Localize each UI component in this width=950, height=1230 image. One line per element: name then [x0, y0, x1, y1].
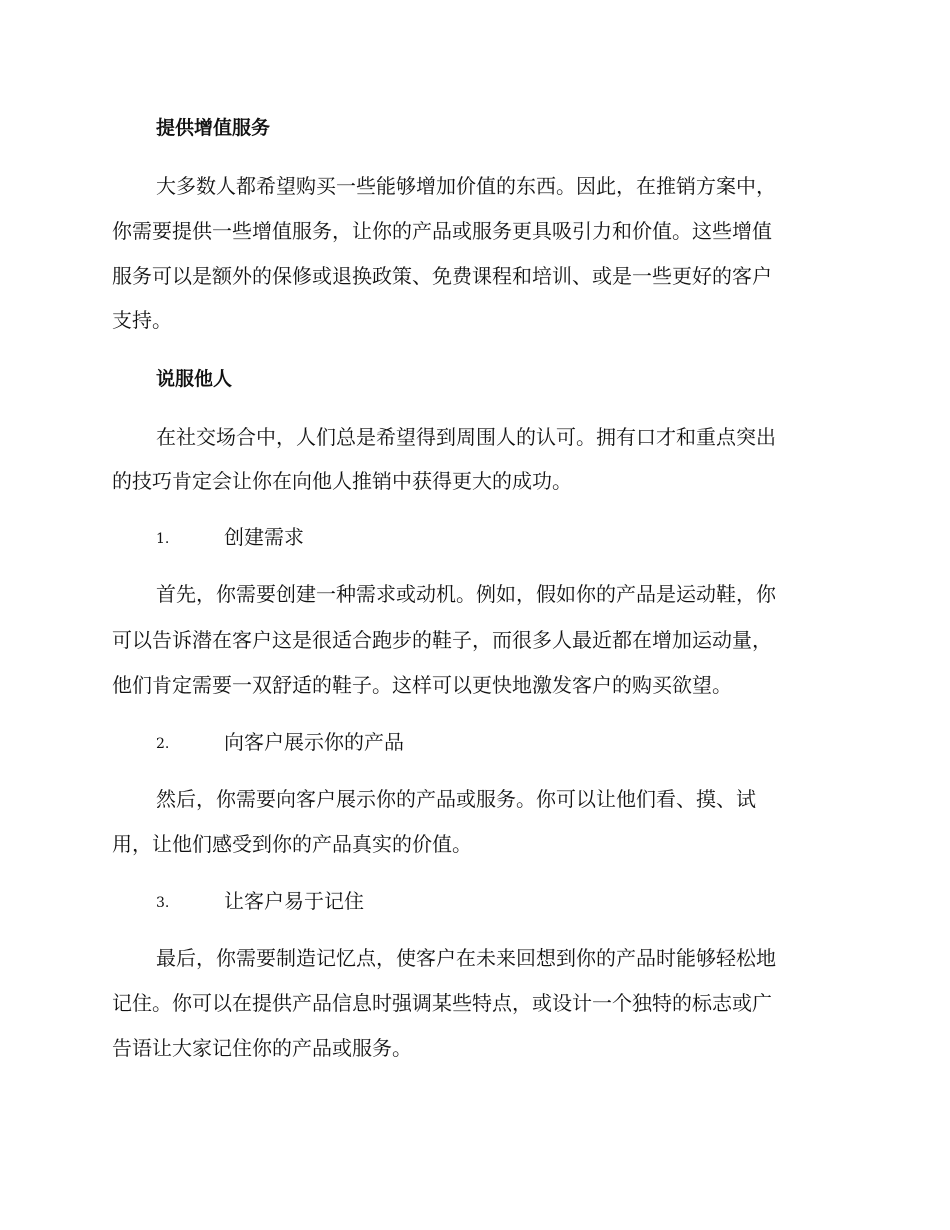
list-number: 2.	[156, 736, 170, 752]
list-number: 3.	[156, 895, 170, 911]
paragraph-line: 你需要提供一些增值服务，让你的产品或服务更具吸引力和价值。这些增值	[112, 219, 772, 243]
list-number: 1.	[156, 531, 170, 547]
paragraph-line: 然后，你需要向客户展示你的产品或服务。你可以让他们看、摸、试	[156, 787, 756, 811]
paragraph-line: 首先，你需要创建一种需求或动机。例如，假如你的产品是运动鞋，你	[156, 582, 776, 606]
paragraph-line: 他们肯定需要一双舒适的鞋子。这样可以更快地激发客户的购买欲望。	[112, 673, 732, 697]
section-heading: 提供增值服务	[156, 117, 271, 139]
paragraph-line: 记住。你可以在提供产品信息时强调某些特点，或设计一个独特的标志或广	[112, 991, 772, 1015]
paragraph-line: 的技巧肯定会让你在向他人推销中获得更大的成功。	[112, 469, 572, 493]
list-item-label: 让客户易于记住	[224, 889, 364, 913]
paragraph-line: 支持。	[112, 308, 172, 332]
paragraph-line: 可以告诉潜在客户这是很适合跑步的鞋子，而很多人最近都在增加运动量，	[112, 628, 772, 652]
paragraph-line: 在社交场合中，人们总是希望得到周围人的认可。拥有口才和重点突出	[156, 425, 776, 449]
list-item-label: 向客户展示你的产品	[224, 730, 404, 754]
paragraph-line: 最后，你需要制造记忆点，使客户在未来回想到你的产品时能够轻松地	[156, 946, 776, 970]
paragraph-line: 用，让他们感受到你的产品真实的价值。	[112, 832, 472, 856]
paragraph-line: 告语让大家记住你的产品或服务。	[112, 1036, 412, 1060]
paragraph-line: 服务可以是额外的保修或退换政策、免费课程和培训、或是一些更好的客户	[112, 264, 772, 288]
list-item-label: 创建需求	[224, 525, 304, 549]
section-heading: 说服他人	[156, 368, 233, 390]
paragraph-line: 大多数人都希望购买一些能够增加价值的东西。因此，在推销方案中，	[156, 174, 776, 198]
